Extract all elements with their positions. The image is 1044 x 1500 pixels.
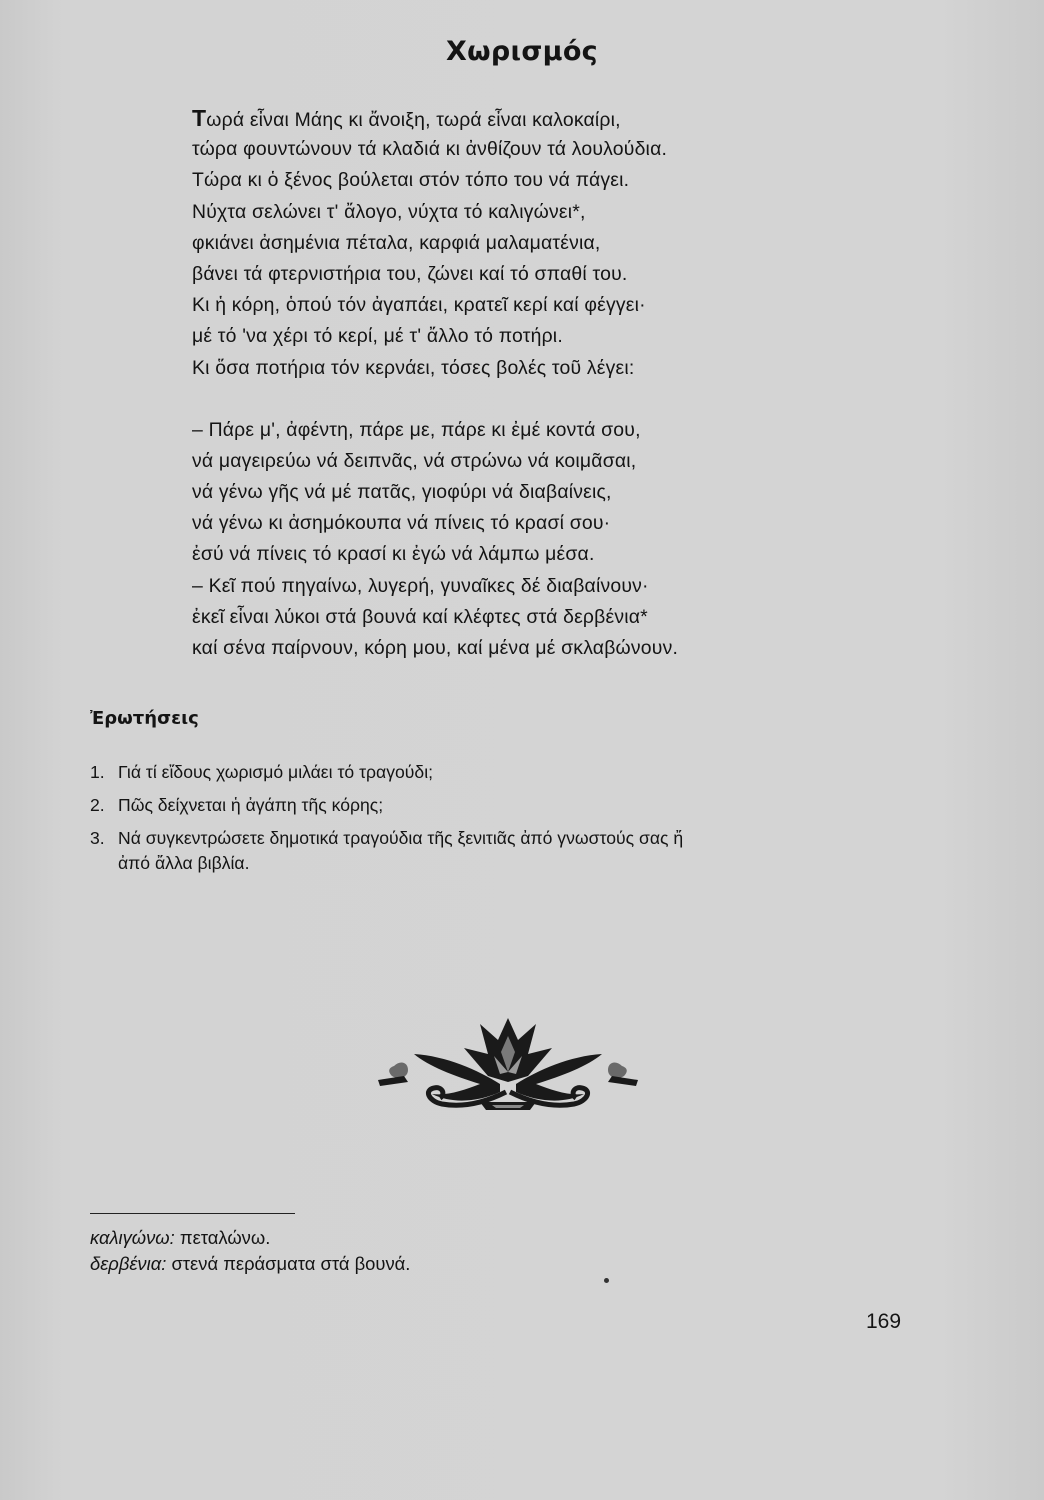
poem-line: μέ τό 'να χέρι τό κερί, μέ τ' ἄλλο τό ποτήρι.	[192, 325, 563, 348]
footnote-term: δερβένια:	[90, 1253, 167, 1274]
footnote-rule	[90, 1213, 295, 1214]
poem-line: νά γένω γῆς νά μέ πατᾶς, γιοφύρι νά διαβαίνεις,	[192, 481, 612, 504]
question-text: Πῶς δείχνεται ἡ ἀγάπη τῆς κόρης;	[118, 795, 384, 815]
poem	[192, 103, 678, 664]
footnote	[90, 1225, 410, 1251]
question-number: 1.	[90, 762, 105, 782]
poem-line: βάνει τά φτερνιστήρια του, ζώνει καί τό σπαθί του.	[192, 262, 628, 285]
poem-line: ἐσύ νά πίνεις τό κρασί κι ἐγώ νά λάμπω μέσα.	[192, 543, 595, 566]
poem-line: – Πάρε μ', ἀφέντη, πάρε με, πάρε κι ἐμέ κοντά σου,	[192, 418, 641, 441]
footnote-definition: πεταλώνω.	[179, 1227, 271, 1248]
poem-line: Τώρα κι ὁ ξένος βούλεται στόν τόπο του νά πάγει.	[192, 169, 630, 192]
poem-line: Τωρά εἶναι Μάης κι ἄνοιξη, τωρά εἶναι καλοκαίρι,	[192, 105, 621, 131]
question-text: Γιά τί εἴδους χωρισμό μιλάει τό τραγούδι;	[118, 762, 433, 782]
poem-line: Νύχτα σελώνει τ' ἄλογο, νύχτα τό καλιγώνει*,	[192, 200, 586, 223]
poem-line: Κι ἡ κόρη, ὁπού τόν ἀγαπάει, κρατεῖ κερί καί φέγγει·	[192, 294, 646, 317]
footnotes	[90, 1225, 410, 1277]
poem-line: Κι ὅσα ποτήρια τόν κερνάει, τόσες βολές τοῦ λέγει:	[192, 356, 635, 379]
poem-line: νά μαγειρεύω νά δειπνᾶς, νά στρώνω νά κοιμᾶσαι,	[192, 449, 637, 472]
footnote-definition: στενά περάσματα στά βουνά.	[171, 1253, 411, 1274]
floral-ornament-icon	[368, 1010, 648, 1115]
drop-letter: Τ	[192, 105, 207, 131]
poem-line: φκιάνει ἀσημένια πέταλα, καρφιά μαλαματένια,	[192, 231, 601, 254]
poem-line: τώρα φουντώνουν τά κλαδιά κι ἀνθίζουν τά λουλούδια.	[192, 138, 668, 161]
questions-heading: Ἐρωτήσεις	[90, 708, 199, 729]
question-text-continued: ἀπό ἄλλα βιβλία.	[118, 853, 250, 873]
poem-line: ἐκεῖ εἶναι λύκοι στά βουνά καί κλέφτες στά δερβένια*	[192, 605, 648, 628]
ink-dot	[604, 1278, 609, 1283]
question-text: Νά συγκεντρώσετε δημοτικά τραγούδια τῆς ξενιτιᾶς ἀπό γνωστούς σας ἤ	[118, 828, 684, 848]
question-item	[90, 760, 683, 785]
footnote-term: καλιγώνω:	[90, 1227, 175, 1248]
poem-line: νά γένω κι ἀσημόκουπα νά πίνεις τό κρασί σου·	[192, 512, 611, 535]
poem-line: – Κεῖ πού πηγαίνω, λυγερή, γυναῖκες δέ διαβαίνουν·	[192, 574, 649, 597]
question-number: 2.	[90, 795, 105, 815]
question-item	[90, 793, 683, 818]
footnote	[90, 1251, 410, 1277]
page-title: Χωρισμός	[446, 36, 598, 67]
question-item	[90, 826, 683, 876]
page-number: 169	[866, 1310, 902, 1333]
question-number: 3.	[90, 828, 105, 848]
poem-line: καί σένα παίρνουν, κόρη μου, καί μένα μέ σκλαβώνουν.	[192, 637, 679, 659]
questions-list	[90, 760, 683, 884]
